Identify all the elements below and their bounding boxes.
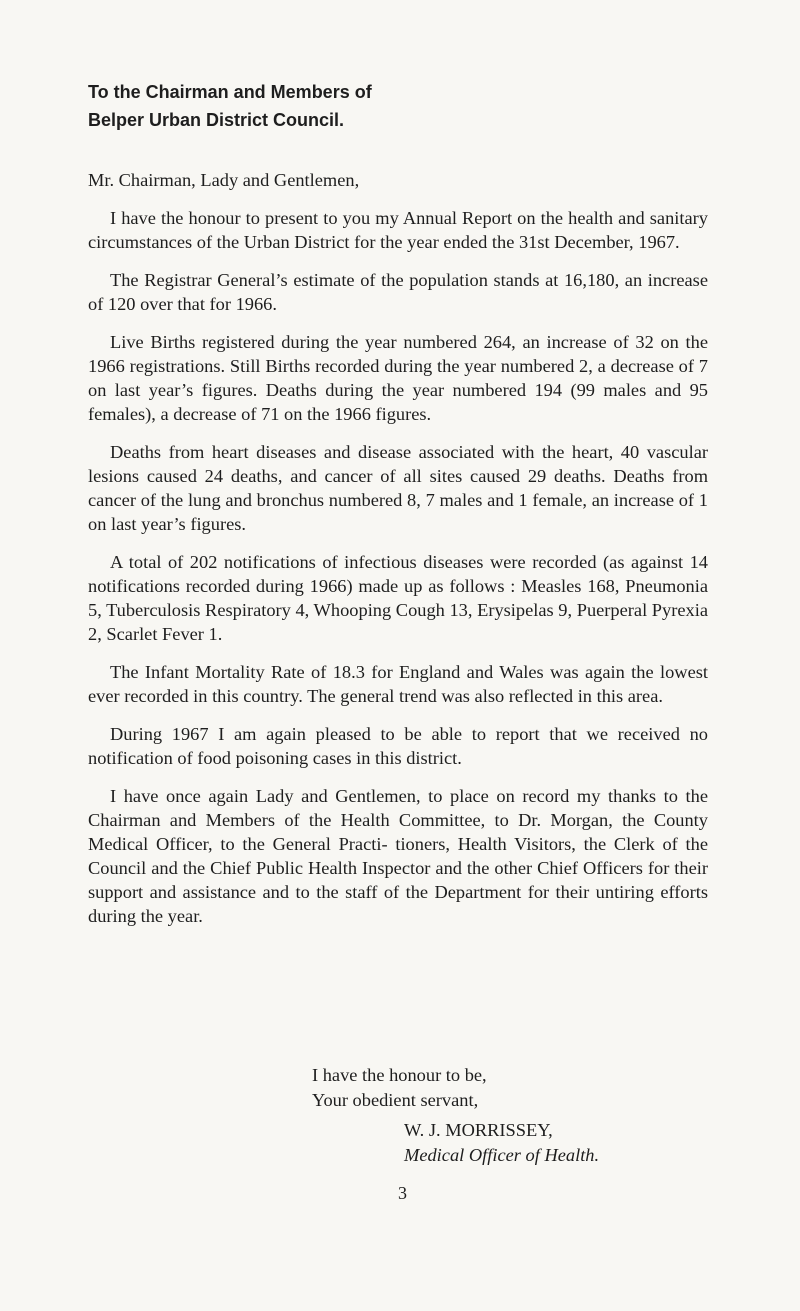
paragraph-annual-report: I have the honour to present to you my Annual Report on the health and sanitary circumstances of the Urban District for the year ended the 31st December, 1967. — [88, 208, 708, 252]
signatory-title: Medical Officer of Health. — [404, 1144, 600, 1165]
heading-line-1: To the Chairman and Members of — [88, 82, 372, 102]
paragraph-births-deaths: Live Births registered during the year numbered 264, an increase of 32 on the 1966 registrations. Still Births recorded during the year numbered 2, a decrease of 7 on last year’s figures. Deaths during the year numbered 194 (99 males and 95 females), a decrease of 71 on the 1966 figures. — [88, 332, 708, 424]
page-number: 3 — [398, 1183, 407, 1203]
paragraph-infectious-diseases: A total of 202 notifications of infectious diseases were recorded (as against 14 notifications recorded during 1966) made up as follows : Measles 168, Pneumonia 5, Tuberculosis Respiratory 4, Whooping Cough 13, Erysipelas 9, Puerperal Pyrexia 2, Scarlet Fever 1. — [88, 552, 708, 644]
letter-closing — [312, 1063, 599, 1167]
paragraph-thanks: I have once again Lady and Gentlemen, to place on record my thanks to the Chairman and Members of the Health Committee, to Dr. Morgan, the County Medical Officer, to the General Practi- tioners, Health Visitors, the Clerk of the Council and the Chief Public Health Inspector and the other Chief Officers for their support and assistance and to the staff of the Department for their untiring efforts during the year. — [88, 786, 708, 926]
paragraph-infant-mortality: The Infant Mortality Rate of 18.3 for England and Wales was again the lowest ever recorded in this country. The general trend was also reflected in this area. — [88, 662, 708, 706]
paragraph-food-poisoning: During 1967 I am again pleased to be able to report that we received no notification of food poisoning cases in this district. — [88, 724, 708, 768]
paragraph-causes-of-death: Deaths from heart diseases and disease associated with the heart, 40 vascular lesions caused 24 deaths, and cancer of all sites caused 29 deaths. Deaths from cancer of the lung and bronchus numbered 8, 7 males and 1 female, an increase of 1 on last year’s figures. — [88, 442, 708, 534]
signature: W. J. MORRISSEY, — [404, 1120, 553, 1140]
closing-line-1: I have the honour to be, — [312, 1065, 487, 1085]
heading-line-2: Belper Urban District Council. — [88, 110, 345, 130]
salutation: Mr. Chairman, Lady and Gentlemen, — [88, 170, 360, 190]
letter-body — [88, 78, 708, 928]
paragraph-population: The Registrar General’s estimate of the population stands at 16,180, an increase of 120 over that for 1966. — [88, 270, 708, 314]
closing-line-2: Your obedient servant, — [312, 1089, 479, 1110]
